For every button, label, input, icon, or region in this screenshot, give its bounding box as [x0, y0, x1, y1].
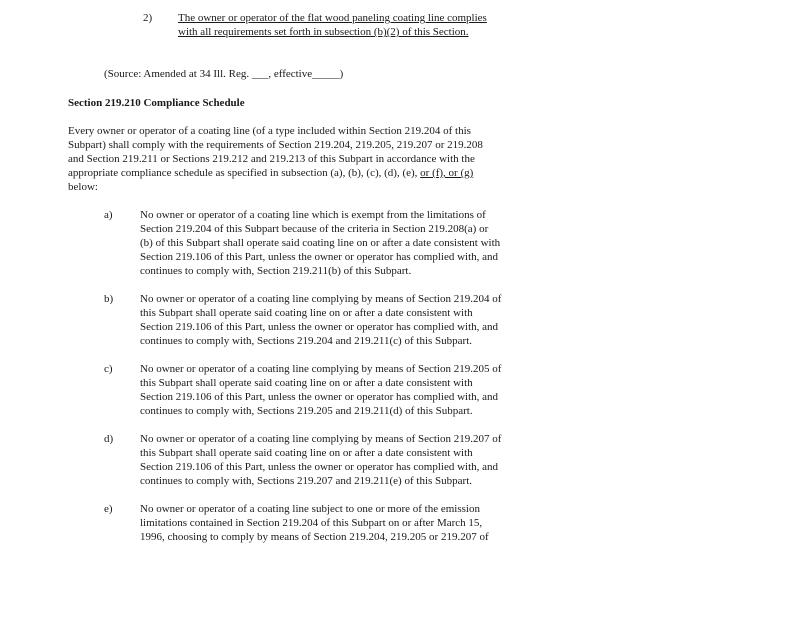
intro-line-5: below: — [68, 181, 98, 193]
item-d-line: continues to comply with, Sections 219.207 and 219.211(e) of this Subpart. — [140, 475, 472, 487]
item-c-line: No owner or operator of a coating line complying by means of Section 219.205 of — [140, 363, 502, 375]
item-a-line: No owner or operator of a coating line which is exempt from the limitations of — [140, 209, 486, 221]
item-b-line: Section 219.106 of this Part, unless the owner or operator has complied with, and — [140, 321, 499, 333]
intro-line-1: Every owner or operator of a coating line (of a type included within Section 219.204 of this — [68, 125, 471, 137]
top-item-label: 2) — [143, 12, 153, 24]
item-a-label: a) — [104, 209, 113, 221]
top-item-line-2: with all requirements set forth in subsection (b)(2) of this Section. — [178, 26, 469, 38]
item-b-label: b) — [104, 293, 114, 305]
item-c-line: Section 219.106 of this Part, unless the owner or operator has complied with, and — [140, 391, 499, 403]
inserted-text: or (f), or (g) — [420, 167, 474, 179]
item-c-label: c) — [104, 363, 113, 375]
item-c-line: this Subpart shall operate said coating line on or after a date consistent with — [140, 377, 473, 389]
item-a-line: Section 219.204 of this Subpart because of the criteria in Section 219.208(a) or — [140, 223, 489, 235]
item-d-label: d) — [104, 433, 114, 445]
item-c-line: continues to comply with, Sections 219.205 and 219.211(d) of this Subpart. — [140, 405, 473, 417]
item-a-line: continues to comply with, Section 219.211(b) of this Subpart. — [140, 265, 412, 277]
intro-line-2: Subpart) shall comply with the requirements of Section 219.204, 219.205, 219.207 or 219.208 — [68, 139, 483, 151]
intro-line-4 — [68, 166, 473, 180]
item-d-line: Section 219.106 of this Part, unless the owner or operator has complied with, and — [140, 461, 499, 473]
item-a-line: Section 219.106 of this Part, unless the owner or operator has complied with, and — [140, 251, 499, 263]
item-e-line: limitations contained in Section 219.204 of this Subpart on or after March 15, — [140, 517, 483, 529]
source-note: (Source: Amended at 34 Ill. Reg. ___, effective_____) — [104, 68, 344, 80]
item-b-line: continues to comply with, Sections 219.204 and 219.211(c) of this Subpart. — [140, 335, 472, 347]
item-e-line: 1996, choosing to comply by means of Section 219.204, 219.205 or 219.207 of — [140, 531, 489, 543]
intro-line-3: and Section 219.211 or Sections 219.212 and 219.213 of this Subpart in accordance with the — [68, 153, 475, 165]
item-b-line: No owner or operator of a coating line complying by means of Section 219.204 of — [140, 293, 502, 305]
item-d-line: this Subpart shall operate said coating line on or after a date consistent with — [140, 447, 473, 459]
intro-line-4-text: appropriate compliance schedule as specified in subsection (a), (b), (c), (d), (e), — [68, 167, 421, 179]
item-e-line: No owner or operator of a coating line subject to one or more of the emission — [140, 503, 480, 515]
item-a-line: (b) of this Subpart shall operate said coating line on or after a date consistent with — [140, 237, 501, 249]
item-e-label: e) — [104, 503, 113, 515]
top-item-line-1: The owner or operator of the flat wood paneling coating line complies — [178, 12, 487, 24]
item-b-line: this Subpart shall operate said coating line on or after a date consistent with — [140, 307, 473, 319]
item-d-line: No owner or operator of a coating line complying by means of Section 219.207 of — [140, 433, 502, 445]
section-heading: Section 219.210 Compliance Schedule — [68, 97, 245, 109]
